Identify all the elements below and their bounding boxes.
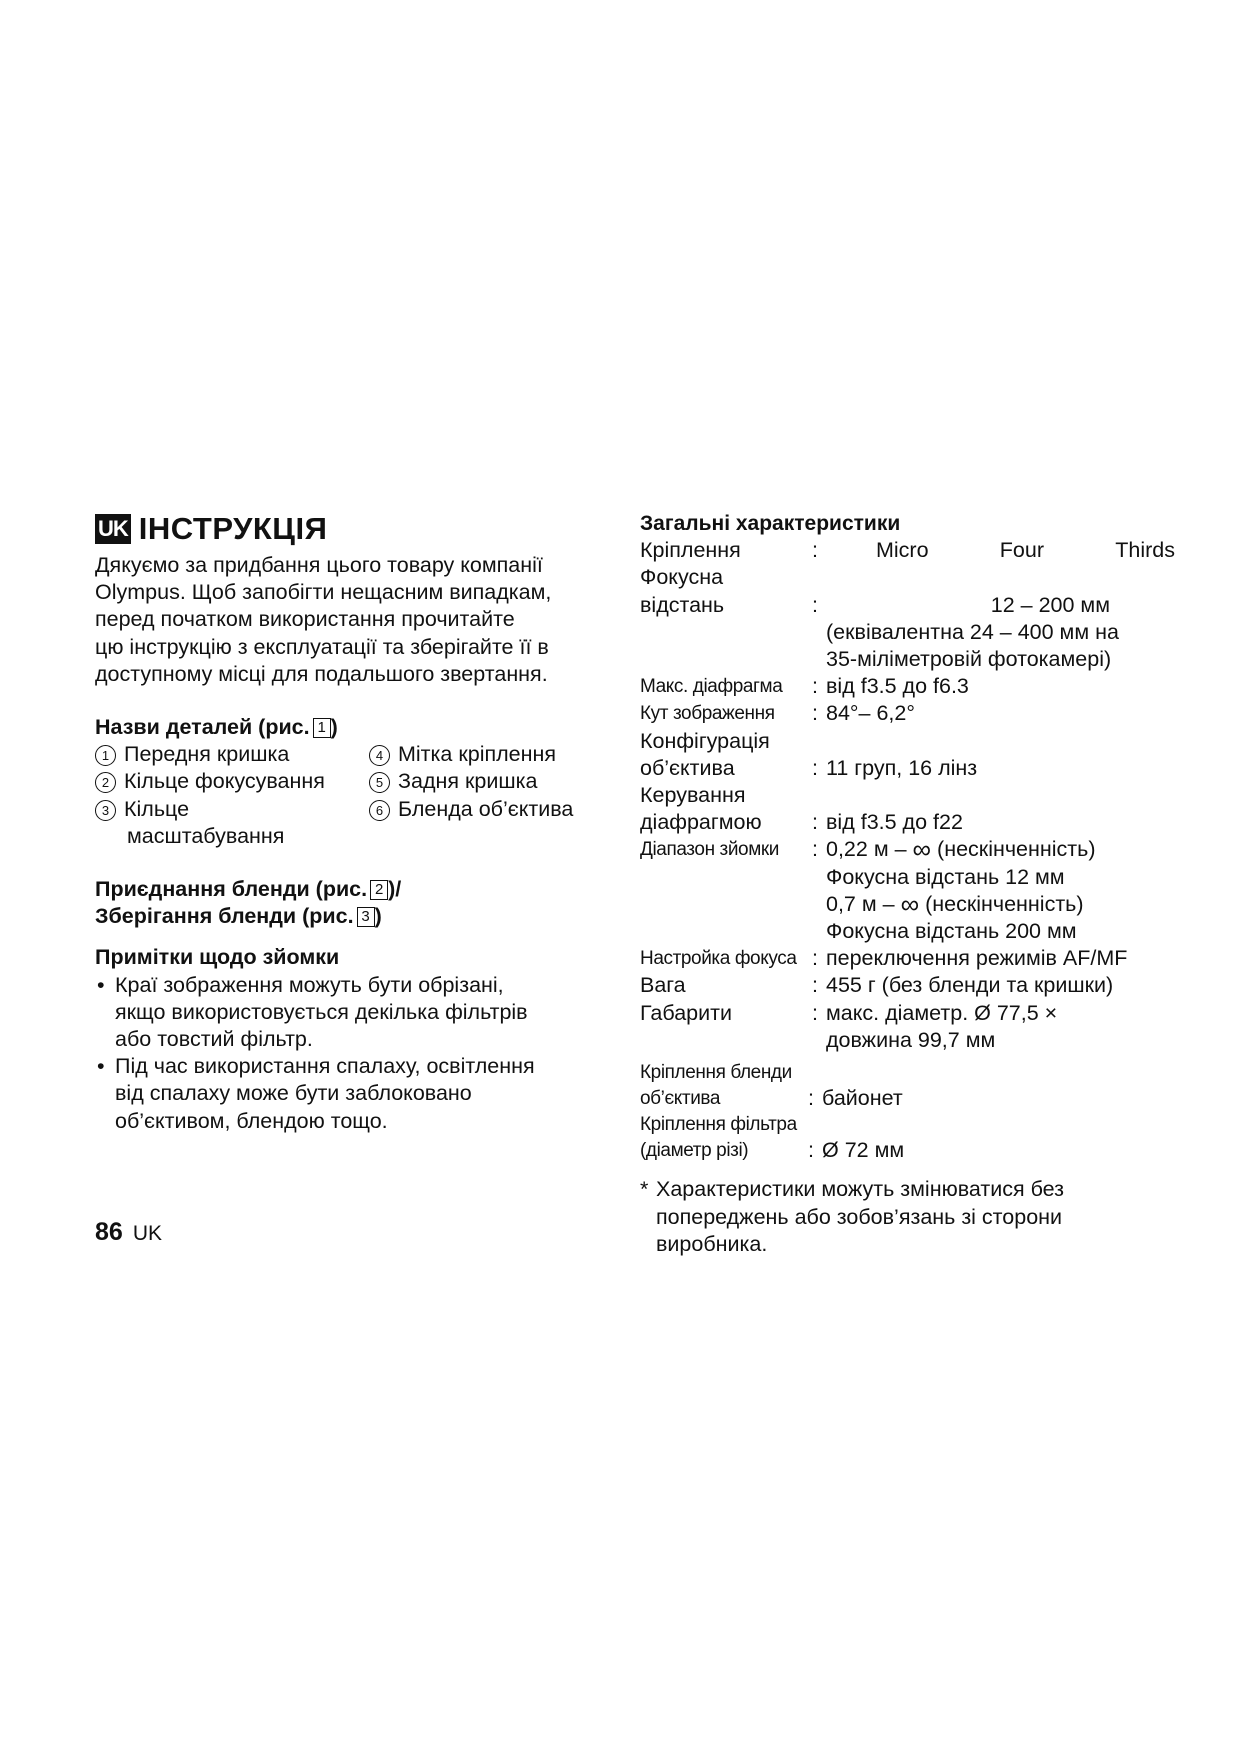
spec-range-line: Фокусна відстань 12 мм [826,864,1065,889]
spec-config-label: Конфігурація [640,728,770,753]
footnote: * Характеристики можуть змінюватися без попереджень або зобов’язань зі сторони виробника. [640,1177,1064,1256]
spec-focal-extra: (еквівалентна 24 – 400 мм на [826,619,1119,644]
spec-filter-label: Кріплення фільтра [640,1114,797,1136]
spec-hood-label: Кріплення бленди [640,1062,792,1084]
spec-range: Діапазон зйомки : 0,22 м – ∞ (нескінченність) [640,834,1096,865]
spec-focal-label: Фокусна [640,565,724,590]
list-item: 2 Кільце фокусування [95,768,369,795]
spec-config: об’єктива : 11 груп, 16 лінз [640,755,978,780]
parts-heading: Назви деталей (рис. 1 ) [95,715,338,740]
hood-attach-heading: Приєднання бленди (рис. 2 )/ [95,877,402,902]
list-item: • Краї зображення можуть бути обрізані, якщо використовується декілька фільтрів або товстий фільтр. [97,972,528,1052]
intro-line: Olympus. Щоб запобігти нещасним випадкам, [95,580,552,605]
list-item: 5 Задня кришка [369,768,595,795]
hood-storage-heading: Зберігання бленди (рис. 3 ) [95,904,382,929]
left-column [95,510,595,1135]
figure-ref-2: 2 [370,880,388,900]
notes-heading: Примітки щодо зйомки [95,945,340,970]
figure-ref-3: 3 [357,907,375,927]
spec-control: діафрагмою : від f3.5 до f22 [640,810,963,835]
notes-list [95,972,595,1135]
spec-focal: відстань : 12 – 200 мм [640,592,1110,617]
spec-focus-adjust: Настройка фокуса : переключення режимів AF/MF [640,946,1128,971]
spec-focal-extra: 35-міліметровій фотокамері) [826,647,1112,672]
spec-range-line: 0,7 м – ∞ (нескінченність) [826,888,1084,919]
language-badge: UK [95,514,131,544]
intro-line: цю інструкцію з експлуатації та зберігайте її в [95,634,549,659]
spec-hood: об’єктива : байонет [640,1086,903,1111]
figure-ref-1: 1 [313,718,331,738]
page-title: ІНСТРУКЦІЯ [138,511,328,546]
spec-angle: Кут зображення : 84°– 6,2° [640,701,915,726]
specifications-heading: Загальні характеристики [640,512,901,535]
spec-dimensions-line: довжина 99,7 мм [826,1027,996,1052]
spec-filter: (діаметр різі) : Ø 72 мм [640,1138,905,1163]
list-item-continuation: масштабування [127,823,285,848]
parts-list [95,741,595,850]
intro-line: Дякуємо за придбання цього товару компанії [95,553,543,577]
intro-line: перед початком використання прочитайте [95,607,515,632]
spec-weight: Вага : 455 г (без бленди та кришки) [640,973,1114,998]
list-item: 3 Кільце [95,796,369,823]
list-item: 4 Мітка кріплення [369,741,595,768]
page-number: 86 UK [95,1218,162,1246]
intro-line: доступному місці для подальшого звертання. [95,661,548,686]
list-item: 6 Бленда об’єктива [369,796,595,823]
spec-mount: Кріплення : Micro Four Thirds [640,538,1175,563]
specifications-column [640,510,1175,1258]
spec-aperture: Макс. діафрагма : від f3.5 до f6.3 [640,674,969,699]
spec-control-label: Керування [640,783,746,808]
infinity-icon: ∞ [900,888,920,919]
list-item: 1 Передня кришка [95,741,369,768]
spec-dimensions: Габарити : макс. діаметр. Ø 77,5 × [640,1000,1058,1025]
infinity-icon: ∞ [912,834,932,865]
list-item: • Під час використання спалаху, освітлення від спалаху може бути заблоковано об’єктивом, блендою тощо. [97,1054,535,1133]
spec-range-line: Фокусна відстань 200 мм [826,919,1077,944]
title-row [95,510,595,548]
